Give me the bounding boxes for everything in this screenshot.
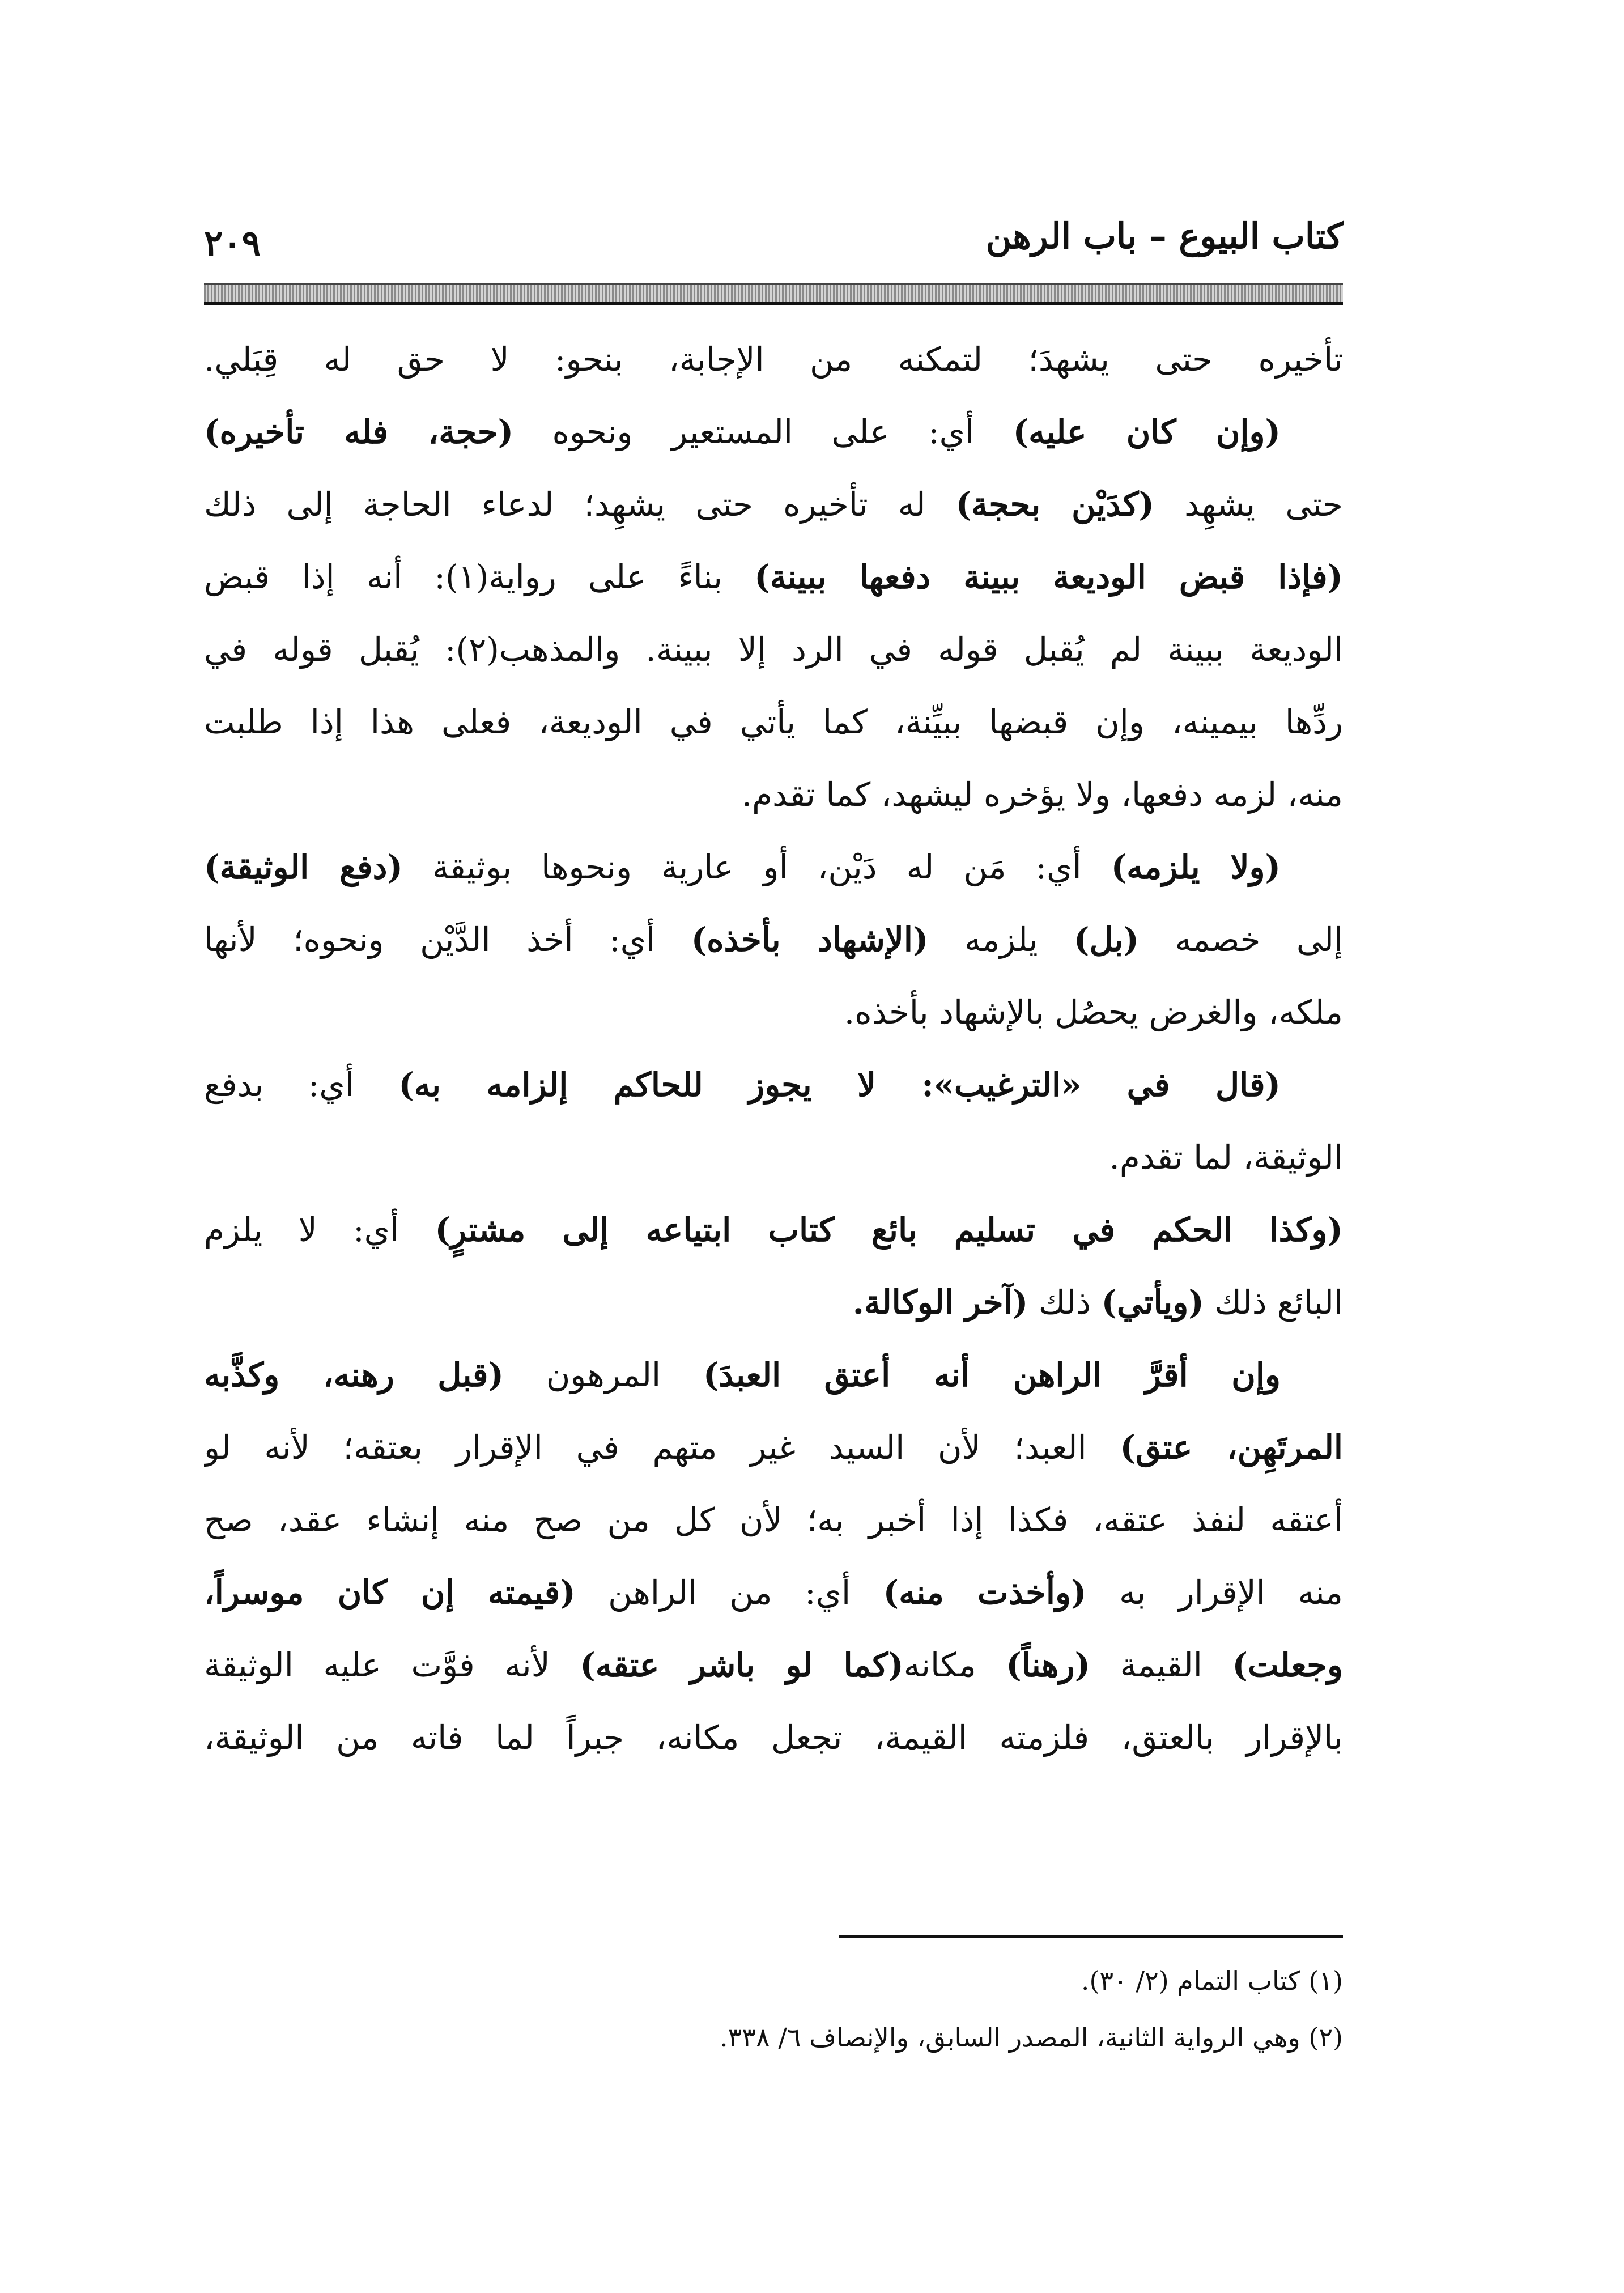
bold-text-run: (كدَيْن بحجة) [955, 485, 1154, 524]
text-line [204, 613, 1343, 686]
bold-text-run: (الإشهاد بأخذه) [691, 920, 929, 959]
text-run: ذلك [1028, 1283, 1102, 1322]
footnote: (٢) وهي الرواية الثانية، المصدر السابق، والإنصاف ٦/ ٣٣٨. [719, 2022, 1343, 2053]
bold-text-run: (وأخذت منه) [883, 1573, 1087, 1612]
text-line [204, 1556, 1343, 1629]
footnotes [204, 1952, 1343, 2066]
bold-text-run: (قيمته إن كان موسراً، [204, 1573, 576, 1612]
text-run: أي: أخذ الدَّيْن ونحوه؛ لأنها [204, 920, 691, 959]
text-run: منه، لزمه دفعها، ولا يؤخره ليشهد، كما تقدم. [741, 775, 1343, 814]
text-run: أي: بدفع [204, 1065, 399, 1104]
running-header [204, 215, 1343, 283]
text-run: لأنه فوَّت عليه الوثيقة [204, 1646, 580, 1684]
text-line [204, 976, 1343, 1048]
body-text [204, 323, 1343, 1774]
text-run: أعتقه لنفذ عتقه، فكذا إذا أخبر به؛ لأن كل من صح منه إنشاء عقد، صح [204, 1501, 1343, 1539]
text-run: ردِّها بيمينه، وإن قبضها ببيِّنة، كما يأتي في الوديعة، فعلى هذا إذا طلبت [204, 703, 1343, 741]
text-line [204, 1629, 1343, 1701]
text-run: الوديعة ببينة لم يُقبل قوله في الرد إلا ببينة. والمذهب(٢): يُقبل قوله في [204, 630, 1343, 669]
bold-text-run: وجعلت) [1232, 1646, 1343, 1684]
text-run: المرهون [503, 1356, 703, 1394]
bold-text-run: (دفع الوثيقة) [204, 848, 403, 886]
text-run: بناءً على رواية(١): أنه إذا قبض [204, 558, 755, 596]
text-run: أي: على المستعير ونحوه [513, 413, 1013, 451]
text-run: إلى خصمه [1139, 920, 1343, 959]
text-run: له تأخيره حتى يشهِد؛ لدعاء الحاجة إلى ذلك [204, 485, 956, 524]
text-line [204, 323, 1343, 396]
text-line [204, 1266, 1343, 1339]
bold-text-run: (حجة، فله تأخيره) [204, 413, 514, 451]
text-line [204, 686, 1343, 758]
bold-text-run: المرتَهِن، عتق) [1120, 1428, 1343, 1467]
bold-text-run: (قال في «الترغيب»: لا يجوز للحاكم إلزامه به) [398, 1065, 1281, 1104]
bold-text-run: وإن أقرَّ الراهن أنه أعتق العبدَ) [703, 1356, 1281, 1394]
text-line [204, 1701, 1343, 1774]
bold-text-run: (آخر الوكالة. [852, 1283, 1028, 1322]
text-run: البائع ذلك [1204, 1283, 1343, 1322]
bold-text-run: (وكذا الحكم في تسليم بائع كتاب ابتياعه إلى مشترٍ) [435, 1211, 1343, 1249]
text-line [204, 468, 1343, 541]
bold-text-run: (وإن كان عليه) [1013, 413, 1281, 451]
text-run: منه الإقرار به [1086, 1573, 1343, 1612]
text-run: بالإقرار بالعتق، فلزمته القيمة، تجعل مكانه، جبراً لما فاته من الوثيقة، [204, 1718, 1343, 1757]
text-line [204, 1484, 1343, 1556]
footnote: (١) كتاب التمام (٢/ ٣٠). [1081, 1965, 1343, 1996]
text-run: العبد؛ لأن السيد غير متهم في الإقرار بعتقه؛ لأنه لو [204, 1428, 1120, 1467]
text-run: حتى يشهِد [1154, 485, 1343, 524]
header-title: كتاب البيوع – باب الرهن [985, 215, 1343, 257]
text-line [204, 1411, 1343, 1484]
text-run: أي: مَن له دَيْن، أو عارية ونحوها بوثيقة [402, 848, 1111, 886]
text-line [204, 1339, 1343, 1411]
text-line [204, 541, 1343, 613]
text-line [204, 831, 1343, 903]
header-rule [204, 283, 1343, 305]
text-line [204, 1048, 1343, 1121]
text-line [204, 758, 1343, 831]
bold-text-run: (بل) [1074, 920, 1139, 959]
bold-text-run: (رهناً) [1006, 1646, 1091, 1684]
text-run: أي: من الراهن [575, 1573, 883, 1612]
bold-text-run: (قبل رهنه، وكذَّبه [204, 1356, 504, 1394]
text-run: أي: لا يلزم [204, 1211, 435, 1249]
bold-text-run: (ويأتي) [1101, 1283, 1204, 1322]
bold-text-run: (فإذا قبض الوديعة ببينة دفعها ببينة) [754, 558, 1343, 596]
footnote-rule [839, 1935, 1343, 1938]
text-run: ملكه، والغرض يحصُل بالإشهاد بأخذه. [844, 993, 1343, 1031]
bold-text-run: (ولا يلزمه) [1111, 848, 1281, 886]
text-run: الوثيقة، لما تقدم. [1109, 1138, 1343, 1177]
text-run: القيمة [1090, 1646, 1232, 1684]
text-line [204, 396, 1343, 468]
text-line [204, 1121, 1343, 1194]
text-line [204, 903, 1343, 976]
text-run: يلزمه [928, 920, 1074, 959]
text-line [204, 1194, 1343, 1266]
text-run: تأخيره حتى يشهدَ؛ لتمكنه من الإجابة، بنحو: لا حق له قِبَلي. [204, 340, 1343, 379]
text-run: مكانه [903, 1646, 1006, 1684]
bold-text-run: (كما لو باشر عتقه) [580, 1646, 904, 1684]
page-number: ٢٠٩ [204, 222, 261, 264]
